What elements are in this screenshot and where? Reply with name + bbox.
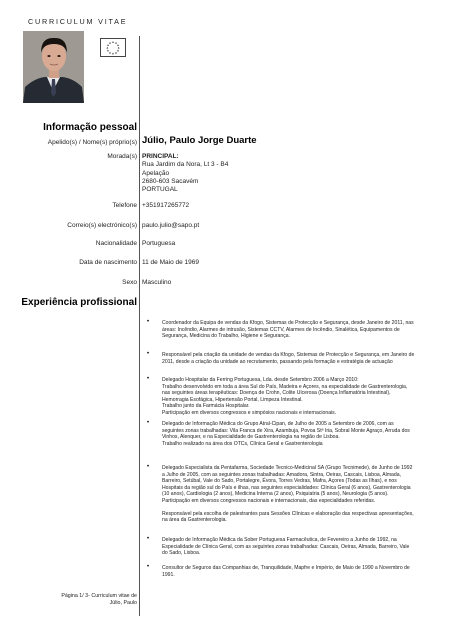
experience-line: a Julho de 2005, com as seguintes zonas trabalhadas: Amadora, Sintra, Oeiras, Cascais, Lisboa, Almada, [162, 471, 401, 478]
sex-label: Sexo [122, 279, 137, 286]
experience-line: nas seguintes áreas terapêuticas: Doença de Crohn, Colite Ulcerosa (Doença Inflamatória Intestinal), [162, 390, 391, 396]
address-block [142, 153, 228, 194]
experience-heading: Experiência profissional [21, 297, 137, 308]
experience-line: (10 anos), Cardiologia (2 anos), Medicina Interna (2 anos), Psiquiatria (5 anos), Neurologia (5 anos). [162, 491, 389, 497]
experience-line: Delegado Hospitalar da Ferring Portuguesa, Lda. desde Setembro 2006 a Março 2010: [162, 377, 359, 383]
experience-line: 2011, desde a criação da unidade ao recrutamento, passando pela formação e estratégia de actuação [162, 358, 393, 365]
footer-line: Júlio, Paulo [109, 599, 137, 606]
experience-line: Participação em diversos congressos nacionais e internacionais, das especialidades referidas. [162, 497, 376, 504]
cv-title: CURRICULUM VITAE [28, 17, 128, 26]
experience-item [162, 352, 440, 365]
column-divider [139, 36, 140, 616]
experience-item [162, 537, 440, 557]
address-line: Apelação [142, 169, 170, 177]
email-label: Correio(s) electrónico(s) [67, 222, 137, 229]
experience-line: Delegado Especialista da Pentafarma, Sociedade Tecnico-Medicinal SA (Grupo Tecnimede), de Junho de 1992 [162, 465, 413, 471]
experience-item [162, 421, 440, 447]
experience-item [162, 320, 440, 340]
address-line: PORTUGAL [142, 186, 178, 194]
experience-line: Responsável pela criação da unidade de vendas da Kfogo, Sistemas de Protecção e Segurança, em Janeiro de [162, 352, 415, 358]
email-value[interactable]: paulo.julio@sapo.pt [142, 222, 200, 229]
experience-line: Trabalho junto da Farmácia Hospitalar. [162, 403, 250, 409]
address-line: PRINCIPAL: [142, 153, 179, 160]
experience-line: Vinhos, Alenquer, e na Especialidade de Gastrenterologia na região de Lisboa. [162, 434, 340, 440]
address-line: 2680-603 Sacavém [142, 177, 199, 185]
experience-line: na área da Gastrenterologia. [162, 517, 227, 523]
footer-line: Página 1/ 3- Curriculum vitae de [61, 593, 137, 599]
address-line: Rua Jardim da Nora, Lt 3 - B4 [142, 161, 229, 169]
experience-line: Delegado de Informação Médica da Sober Portuguesa Farmacêutica, de Fevereiro a Junho de 1992, na [162, 537, 397, 543]
experience-item [162, 377, 440, 416]
bullet-icon: • [147, 564, 150, 570]
experience-line: áreas: Incêndio, Alarmes de intrusão, Sistemas CCTV, Alarmes de Incêndio, Sinalética, Equipamentos de [162, 326, 400, 333]
experience-line: Coordenador da Equipa de vendas da Kfogo, Sistemas de Protecção e Segurança, desde Janeiro de 2011, nas [162, 320, 414, 326]
address-label: Morada(s) [107, 153, 137, 160]
profile-photo [23, 31, 84, 103]
bullet-icon: • [147, 536, 150, 542]
phone-value: +351917265772 [142, 202, 190, 209]
experience-line: do Sado, Lisboa. [162, 550, 201, 556]
page-footer [61, 593, 137, 607]
experience-line: Especialidade de Clínica Geral, com as seguintes zonas trabalhadas: Cascais, Oeiras, Almada, Barreiro, Vale [162, 543, 410, 550]
eu-flag-icon [100, 38, 126, 57]
experience-line: Hemorragia Esofágica, Hipertensão Portal, Limpeza Intestinal. [162, 396, 303, 403]
birthdate-label: Data de nascimento [79, 259, 137, 266]
nationality-label: Nacionalidade [95, 240, 137, 247]
experience-line: Barreiro, Setúbal, Vale do Sado, Portalegre, Évora, Torres Vedras, Mafra, Açores (Todas as Ilhas), e nos [162, 478, 397, 484]
personal-info-heading: Informação pessoal [43, 122, 137, 133]
bullet-icon: • [147, 420, 150, 426]
experience-item [162, 565, 440, 578]
bullet-icon: • [147, 464, 150, 470]
sex-value: Masculino [142, 279, 172, 286]
experience-line: 1991. [162, 571, 175, 578]
experience-line: Responsável pela escolha de palestrantes para Sessões Clínicas e elaboração das respectivas apresentações, [162, 510, 414, 517]
experience-line: seguintes zonas trabalhadas: Vila Franca de Xira, Azambuja, Povoa Stª Iria, Sobral Monte Agraço, Arruda dos [162, 427, 410, 434]
nationality-value: Portuguesa [142, 240, 176, 247]
experience-line: Delegado de Informação Médica do Grupo Atral-Cipan, de Julho de 2005 a Setembro de 2006, com as [162, 421, 394, 427]
bullet-icon: • [147, 376, 150, 382]
experience-line: Consultor de Seguros das Companhias de, Tranquilidade, Mapfre e Império, de Maio de 1990 a Novembro de [162, 565, 410, 571]
experience-line: Hospitais da região sul do País e ilhas, nas seguintes especialidades: Clínica Geral (6 anos), Gastrenterologia [162, 484, 411, 491]
bullet-icon: • [147, 351, 150, 357]
experience-line: Trabalho realizado na área dos OTCs, Clínica Geral e Gastrenterologia [162, 440, 323, 447]
experience-item [162, 465, 440, 524]
full-name: Júlio, Paulo Jorge Duarte [142, 135, 257, 146]
bullet-icon: • [147, 319, 150, 325]
experience-line: Segurança, Medicina do Trabalho, Higiene e Segurança. [162, 333, 290, 339]
name-label: Apelido(s) / Nome(s) próprio(s) [47, 139, 137, 146]
experience-line: Participação em diversos congressos e simpósios nacionais e internacionais. [162, 409, 337, 416]
birthdate-value: 11 de Maio de 1969 [142, 259, 199, 266]
experience-line: Trabalho desenvolvido em toda a área Sul do País, Madeira e Açores, na especialidade de Gastrenterologia, [162, 383, 408, 390]
phone-label: Telefone [112, 202, 137, 209]
